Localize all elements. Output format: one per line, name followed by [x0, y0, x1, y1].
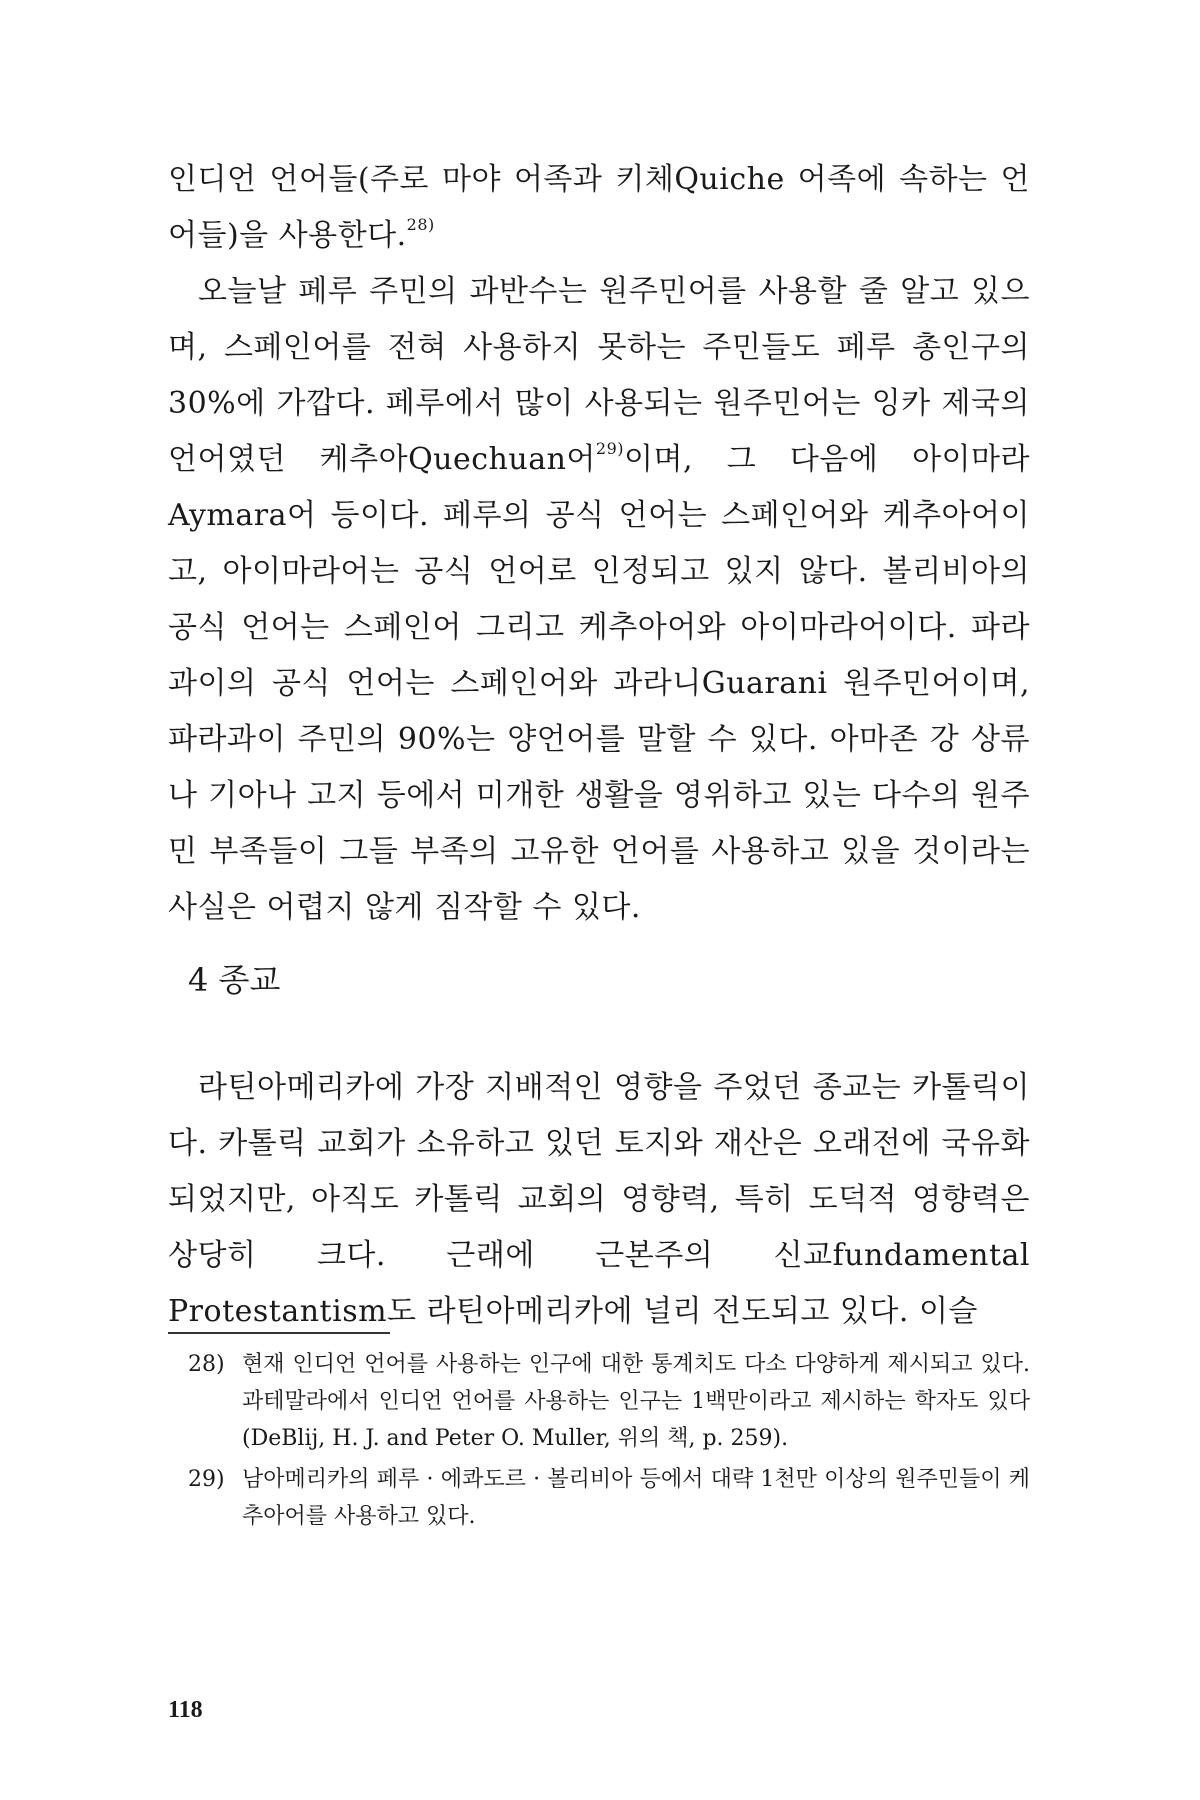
- footnote-number: 28): [188, 1352, 225, 1377]
- footnotes: [168, 1346, 1030, 1539]
- paragraph-indian-languages: [168, 152, 1030, 264]
- page-number: 118: [168, 1697, 203, 1723]
- paragraph-text: 인디언 언어들(주로 마야 어족과 키체Quiche 어족에 속하는 언어들)을 사용한다.: [168, 162, 1030, 253]
- paragraph-text: 이며, 그 다음에 아이마라Aymara어 등이다. 페루의 공식 언어는 스페인어와 케추아어이고, 아이마라어는 공식 언어로 인정되고 있지 않다. 볼리비아의 공식 언어는 스페인어 그리고 케추아어와 아이마라어이다. 파라과이의 공식 언어는 스페인어와 과라니Guarani 원주민어이며, 파라과이 주민의 90%는 양언어를 말할 수 있다. 아마존 강 상류나 기아나 고지 등에서 미개한 생활을 영위하고 있는 다수의 원주민 부족들이 그들 부족의 고유한 언어를 사용하고 있을 것이라는 사실은 어렵지 않게 짐작할 수 있다.: [168, 442, 1030, 925]
- footnote-text: 남아메리카의 페루 · 에콰도르 · 볼리비아 등에서 대략 1천만 이상의 원주민들이 케추아어를 사용하고 있다.: [242, 1467, 1030, 1529]
- body-text-block-religion: [168, 1060, 1030, 1340]
- footnote-28: [168, 1346, 1030, 1457]
- footnote-number: 29): [188, 1467, 225, 1492]
- footnote-ref-28[interactable]: 28): [406, 215, 435, 234]
- paragraph-peru-languages: [168, 264, 1030, 936]
- section-heading-religion: 4 종교: [188, 961, 281, 999]
- footnote-divider: [168, 1332, 390, 1334]
- footnote-ref-29[interactable]: 29): [595, 439, 624, 458]
- paragraph-religion: 라틴아메리카에 가장 지배적인 영향을 주었던 종교는 카톨릭이다. 카톨릭 교회가 소유하고 있던 토지와 재산은 오래전에 국유화되었지만, 아직도 카톨릭 교회의 영향력, 특히 도덕적 영향력은 상당히 크다. 근래에 근본주의 신교fundamental Protestantism도 라틴아메리카에 널리 전도되고 있다. 이슬: [168, 1070, 1030, 1329]
- paragraph-text: 오늘날 페루 주민의 과반수는 원주민어를 사용할 줄 알고 있으며, 스페인어를 전혀 사용하지 못하는 주민들도 페루 총인구의 30%에 가깝다. 페루에서 많이 사용되는 원주민어는 잉카 제국의 언어였던 케추아Quechuan어: [168, 274, 1030, 477]
- footnote-29: [168, 1461, 1030, 1535]
- body-text-block-top: [168, 152, 1030, 936]
- footnote-text: 현재 인디언 언어를 사용하는 인구에 대한 통계치도 다소 다양하게 제시되고 있다. 과테말라에서 인디언 언어를 사용하는 인구는 1백만이라고 제시하는 학자도 있다(DeBlij, H. J. and Peter O. Muller, 위의 책, p. 259).: [242, 1352, 1030, 1451]
